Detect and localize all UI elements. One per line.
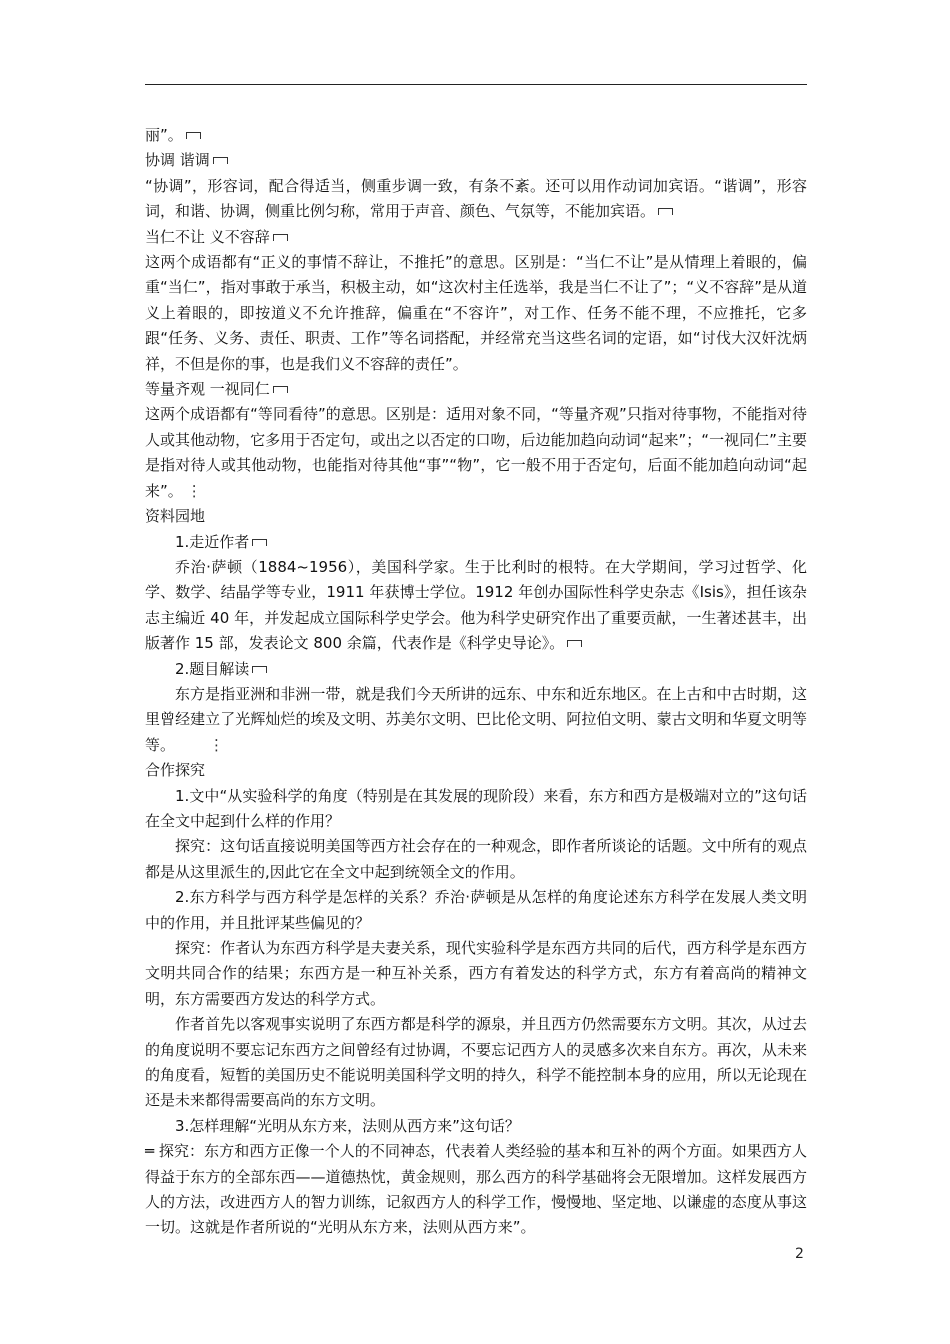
ellipsis-mark-icon: ⋮: [186, 481, 202, 500]
paragraph-text: 当仁不让 义不容辞: [145, 227, 270, 246]
paragraph: [145, 834, 807, 885]
paragraph-mark-icon: [213, 157, 228, 164]
paragraph-text: 作者首先以客观事实说明了东西方都是科学的源泉，并且西方仍然需要东方文明。其次，从过去的角度说明不要忘记东西方之间曾经有过协调，不要忘记西方人的灵感多次来自东方。再次，从未来的角度看，短暂的美国历史不能说明美国科学文明的持久，科学不能控制本身的应用，所以无论现在还是未来都得需要高尚的东方文明。: [145, 1015, 807, 1110]
paragraph-text: 3.怎样理解“光明从东方来，法则从西方来”这句话？: [175, 1116, 520, 1135]
paragraph: [145, 250, 807, 377]
paragraph-mark-icon: [252, 666, 267, 673]
page-number: 2: [795, 1246, 804, 1262]
paragraph: [145, 530, 807, 555]
paragraph-text: 资料园地: [145, 507, 206, 526]
paragraph-text: 乔治·萨顿（1884~1956），美国科学家。生于比利时的根特。在大学期间，学习过哲学、化学、数学、结晶学等专业，1911 年获博士学位。1912 年创办国际性科学史杂志《Isis》，担任该杂志主编近 40 年，并发起成立国际科学史学会。他为科学史研究作出了重要贡献，一生著述甚丰，出版著作 15 部，发表论文 800 余篇，代表作是《科学史导论》。: [145, 557, 807, 653]
paragraph-text: 东方是指亚洲和非洲一带，就是我们今天所讲的远东、中东和近东地区。在上古和中古时期，这里曾经建立了光辉灿烂的埃及文明、苏美尔文明、巴比伦文明、阿拉伯文明、蒙古文明和华夏文明等等。: [145, 684, 807, 754]
header-rule: [145, 84, 807, 85]
paragraph-text: 这两个成语都有“等同看待”的意思。区别是：适用对象不同，“等量齐观”只指对待事物，不能指对待人或其他动物，它多用于否定句，或出之以否定的口吻，后边能加趋向动词“起来”；“一视同仁”主要是指对待人或其他动物，也能指对待其他“事”“物”，它一般不用于否定句，后面不能加趋向动词“起来”。: [145, 405, 807, 500]
paragraph: [145, 1139, 807, 1241]
paragraph-text: 协调 谐调: [145, 151, 210, 170]
paragraph-text: 1.文中“从实验科学的角度（特别是在其发展的现阶段）来看，东方和西方是极端对立的”这句话在全文中起到什么样的作用？: [145, 786, 807, 830]
paragraph-text: 这两个成语都有“正义的事情不辞让，不推托”的意思。区别是：“当仁不让”是从情理上着眼的，偏重“当仁”，指对事敢于承当，积极主动，如“这次村主任选举，我是当仁不让了”；“义不容辞”是从道义上着眼的，即按道义不允许推辞，偏重在“不容许”，对工作、任务不能不理，不应推托，它多跟“任务、义务、责任、职责、工作”等名词搭配，并经常充当这些名词的定语，如“讨伐大汉奸沈炳祥，不但是你的事，也是我们义不容辞的责任”。: [145, 253, 807, 373]
paragraph-text: “协调”，形容词，配合得适当，侧重步调一致，有条不紊。还可以用作动词加宾语。“谐调”，形容词，和谐、协调，侧重比例匀称，常用于声音、颜色、气氛等，不能加宾语。: [145, 176, 807, 221]
paragraph: [145, 758, 807, 783]
paragraph-mark-icon: [273, 386, 288, 393]
paragraph: [145, 402, 807, 504]
paragraph-mark-icon: [252, 539, 267, 546]
paragraph: [145, 123, 807, 148]
paragraph: [145, 936, 807, 1012]
paragraph: [145, 504, 807, 529]
paragraph: [145, 1012, 807, 1114]
paragraph-text: 探究：这句话直接说明美国等西方社会存在的一种观念，即作者所谈论的话题。文中所有的观点都是从这里派生的,因此它在全文中起到统领全文的作用。: [145, 837, 807, 881]
paragraph: [145, 657, 807, 682]
paragraph: [145, 682, 807, 758]
paragraph: [145, 377, 807, 402]
paragraph-mark-icon: [186, 132, 201, 139]
paragraph-text: 2.题目解读: [175, 659, 250, 678]
paragraph: [145, 148, 807, 173]
paragraph-text: 丽”。: [145, 126, 183, 144]
paragraph: [145, 555, 807, 657]
paragraph-text: ═ 探究：东方和西方正像一个人的不同神态，代表着人类经验的基本和互补的两个方面。如果西方人得益于东方的全部东西——道德热忱，黄金规则，那么西方的科学基础将会无限增加。这样发展西方人的方法，改进西方人的智力训练，记叙西方人的科学工作，慢慢地、坚定地、以谦虚的态度从事这一切。这就是作者所说的“光明从东方来，法则从西方来”。: [145, 1142, 807, 1237]
paragraph: [145, 885, 807, 936]
paragraph: [145, 174, 807, 225]
paragraph: [145, 784, 807, 835]
paragraph-text: 探究：作者认为东西方科学是夫妻关系，现代实验科学是东西方共同的后代，西方科学是东西方文明共同合作的结果；东西方是一种互补关系，西方有着发达的科学方式，东方有着高尚的精神文明，东方需要西方发达的科学方式。: [145, 939, 807, 1008]
paragraph-mark-icon: [567, 640, 582, 647]
paragraph-text: 1.走近作者: [175, 532, 250, 551]
paragraph-mark-icon: [273, 234, 288, 241]
paragraph-mark-icon: [658, 208, 673, 215]
document-body: [145, 123, 807, 1241]
paragraph-text: 等量齐观 一视同仁: [145, 380, 270, 399]
paragraph-text: 合作探究: [145, 761, 206, 780]
ellipsis-mark-icon: ⋮: [209, 735, 225, 754]
paragraph: [145, 1114, 807, 1139]
paragraph-text: 2.东方科学与西方科学是怎样的关系？乔治·萨顿是从怎样的角度论述东方科学在发展人类文明中的作用，并且批评某些偏见的？: [145, 888, 807, 932]
paragraph: [145, 225, 807, 250]
